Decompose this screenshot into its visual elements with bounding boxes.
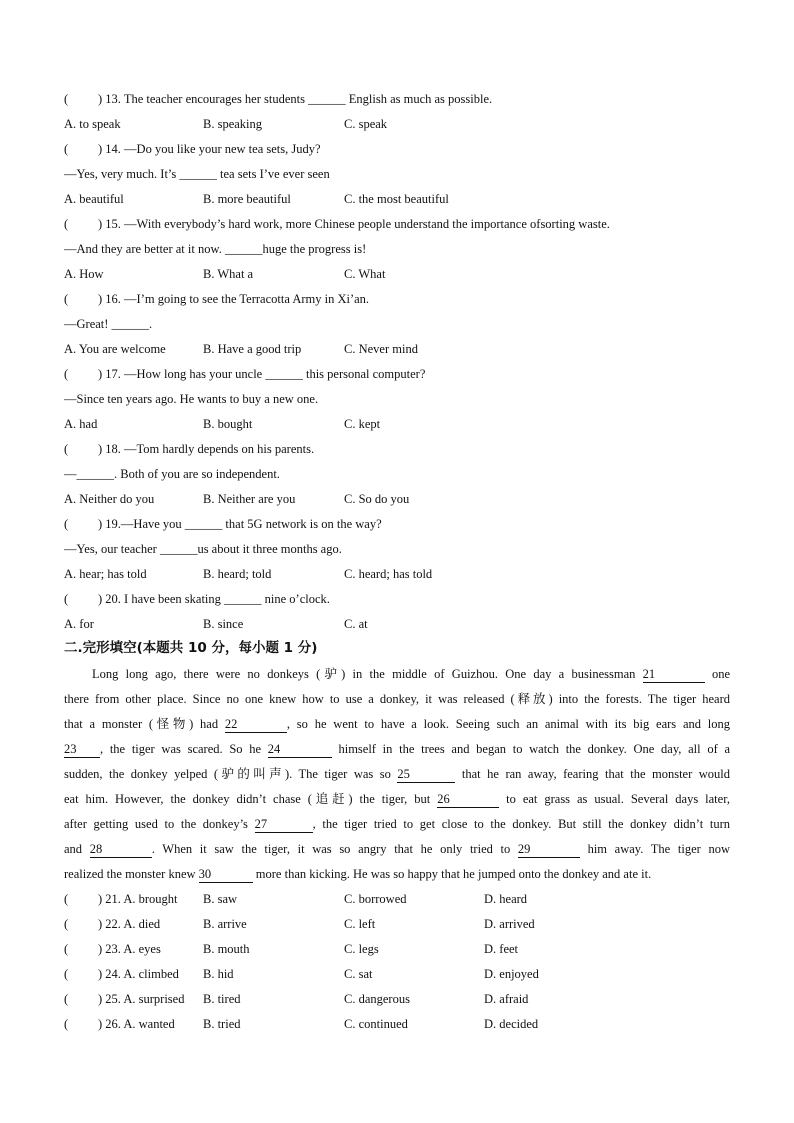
option-d: D. decided	[484, 1017, 539, 1031]
option-b: B. tired	[203, 992, 241, 1006]
option-a: A. had	[64, 417, 98, 431]
option-a: A. Neither do you	[64, 492, 155, 506]
option-b: B. Neither are you	[203, 492, 296, 506]
passage-line: that a monster (怪物) had 22 , so he went to have a look. Seeing such an animal with its big ears and long	[64, 717, 731, 731]
passage-line: 23 , the tiger was scared. So he 24 himself in the trees and began to watch the donkey. One day, all of a	[64, 742, 730, 756]
option-c: C. the most beautiful	[344, 192, 449, 206]
passage-line: sudden, the donkey yelped (驴的叫声). The tiger was so 25 that he ran away, fearing that the monster would	[64, 767, 731, 781]
passage-line: Long long ago, there were no donkeys (驴) in the middle of Guizhou. One day a businessman 21 one	[92, 667, 730, 681]
answer-blank: ______	[184, 517, 223, 531]
option-c: C. legs	[344, 942, 379, 956]
passage-line: there from other place. Since no one knew how to use a donkey, it was released (释放) into the forests. The tiger heard	[64, 692, 730, 706]
question-18-reply: —______. Both of you are so independent.	[64, 467, 280, 481]
cloze-blank: 28	[90, 842, 152, 858]
question-14-reply: —Yes, very much. It’s ______ tea sets I’ve ever seen	[64, 167, 330, 181]
cloze-blank: 26	[437, 792, 499, 808]
option-c: C. kept	[344, 417, 381, 431]
cloze-blank: 21	[643, 667, 705, 683]
answer-paren: (	[64, 92, 69, 106]
option-a: A. for	[64, 617, 94, 631]
option-c: C. continued	[344, 1017, 408, 1031]
answer-blank: ______	[308, 92, 346, 106]
question-17: ( ) 17. —How long has your uncle ______ this personal computer?	[64, 367, 426, 381]
option-b: B. arrive	[203, 917, 247, 931]
option-c: C. heard; has told	[344, 567, 433, 581]
question-17-reply: —Since ten years ago. He wants to buy a new one.	[64, 392, 319, 406]
question-19: ( ) 19.—Have you ______ that 5G network is on the way?	[64, 517, 382, 531]
option-d: D. arrived	[484, 917, 535, 931]
option-b: B. bought	[203, 417, 253, 431]
question-19-reply: —Yes, our teacher ______us about it three months ago.	[64, 542, 342, 556]
option-a: A. to speak	[64, 117, 121, 131]
option-b: B. saw	[203, 892, 238, 906]
question-20: ( ) 20. I have been skating ______ nine o’clock.	[64, 592, 330, 606]
question-13: ( ) 13. The teacher encourages her students ______ English as much as possible.	[64, 92, 493, 106]
option-c: C. left	[344, 917, 376, 931]
option-a: A. How	[64, 267, 104, 281]
passage-line: after getting used to the donkey’s 27 , the tiger tried to get close to the donkey. But still the donkey didn’t turn	[64, 817, 731, 831]
option-a: A. You are welcome	[64, 342, 166, 356]
question-16: ( ) 16. —I’m going to see the Terracotta Army in Xi’an.	[64, 292, 370, 306]
cloze-blank: 30	[199, 867, 253, 883]
option-c: C. dangerous	[344, 992, 410, 1006]
option-a: A. hear; has told	[64, 567, 147, 581]
option-d: D. heard	[484, 892, 528, 906]
question-18: ( ) 18. —Tom hardly depends on his parents.	[64, 442, 315, 456]
option-c: C. borrowed	[344, 892, 407, 906]
answer-blank: ______	[179, 167, 217, 181]
answer-blank: ______	[76, 467, 114, 481]
option-c: C. What	[344, 267, 386, 281]
passage-line: and 28 . When it saw the tiger, it was so angry that he only tried to 29 him away. The tiger now	[64, 842, 730, 856]
question-14: ( ) 14. —Do you like your new tea sets, Judy?	[64, 142, 321, 156]
option-b: B. Have a good trip	[203, 342, 302, 356]
cloze-blank: 22	[225, 717, 287, 733]
option-b: B. hid	[203, 967, 234, 981]
option-c: C. So do you	[344, 492, 410, 506]
option-c: C. speak	[344, 117, 388, 131]
passage-line: eat him. However, the donkey didn’t chase (追赶) the tiger, but 26 to eat grass as usual. Several days later,	[64, 792, 730, 806]
option-d: D. feet	[484, 942, 519, 956]
option-c: C. sat	[344, 967, 373, 981]
option-b: B. speaking	[203, 117, 263, 131]
option-b: B. heard; told	[203, 567, 272, 581]
option-b: B. since	[203, 617, 244, 631]
question-15: ( ) 15. —With everybody’s hard work, more Chinese people understand the importance ofsorting waste.	[64, 217, 610, 231]
section-heading: 二.完形填空(本题共 10 分，每小题 1 分)	[64, 640, 318, 656]
question-15-reply: —And they are better at it now. ______huge the progress is!	[64, 242, 367, 256]
option-c: C. Never mind	[344, 342, 418, 356]
option-b: B. mouth	[203, 942, 250, 956]
cloze-blank: 29	[518, 842, 580, 858]
cloze-blank: 27	[255, 817, 313, 833]
option-b: B. What a	[203, 267, 254, 281]
exam-page: ( ) 13. The teacher encourages her students ______ English as much as possible. A. to speak B. speaking C. speak ( ) 14. —Do you like your new tea sets, Judy? —Yes, very much. It’s ______ tea sets I’ve ever seen A. beautiful B. more beautiful C. the most beautiful ( ) 15. —With everybody’s hard work, more Chinese people understand the importance ofsorting waste. —And they are better at it now. ______huge the progress is! A. How B. What a C. What ( ) 16. —I’m going to see the Terracotta Army in Xi’an. —Great! ______. A. You are welcome B. Have a good trip C. Never mind ( ) 17. —How long has your uncle ______ this personal computer? —Since ten years ago. He wants to buy a new one. A. had B. bought C. kept ( ) 18. —Tom hardly depends on his parents. —______. Both of you are so independent. A. Neither do you B. Neither are you C. So do you ( ) 19.—Have you ______ that 5G network is on the way? —Yes, our teacher ______us about it three months ago. A. hear; has told B. heard; told C. heard; has told ( ) 20. I have been skating ______ nine o’clock. A. for B. since C. at 二.完形填空(本题共 10 分，每小题 1 分) Long long ago, there were no donkeys (驴) in the middle of Guizhou. One day a businessman 21 one there from other place. Since no one knew how to use a donkey, it was released (释放) into the forests. The tiger heard that a monster (怪物) had 22 , so he went to have a look. Seeing such an animal with its big ears and long 23 , the tiger was scared. So he 24 himself in the trees and began to watch the donkey. One day, all of a sudden, the donkey yelped (驴的叫声). The tiger was so 25 that he ran away, fearing that the monster would eat him. However, the donkey didn’t chase (追赶) the tiger, but 26 to eat grass as usual. Several days later, after getting used to the donkey’s 27 , the tiger tried to get close to the donkey. But still the donkey didn’t turn and 28 . When it saw the tiger, it was so angry that he only tried to 29 him away. The tiger now realized the monster knew 30 more than kicking. He was so happy that he jumped onto the donkey and ate it. ( ) 21. A. brought B. saw C. borrowed D. heard ( ) 22. A. died B. arrive C. left D. arrived ( ) 23. A. eyes B. mouth C. legs D. feet ( ) 24. A. climbed B. hid C. sat D. enjoyed ( ) 25. A. surprised B. tired C. dangerous D. afraid ( ) 26. A. wanted B. tried C. continued D. decided	[64, 92, 731, 1031]
option-a: A. beautiful	[64, 192, 124, 206]
passage-line: realized the monster knew 30 more than kicking. He was so happy that he jumped onto the donkey and ate it.	[64, 867, 652, 881]
option-c: C. at	[344, 617, 368, 631]
answer-blank: ______	[224, 592, 262, 606]
option-b: B. more beautiful	[203, 192, 291, 206]
question-16-reply: —Great! ______.	[64, 317, 153, 331]
answer-blank: ______	[111, 317, 150, 331]
cloze-blank: 23	[64, 742, 100, 758]
answer-blank: ______	[224, 242, 263, 256]
cloze-blank: 25	[397, 767, 455, 783]
option-d: D. enjoyed	[484, 967, 539, 981]
option-b: B. tried	[203, 1017, 241, 1031]
cloze-blank: 24	[268, 742, 332, 758]
answer-blank: ______	[159, 542, 198, 556]
answer-blank: ______	[265, 367, 303, 381]
option-d: D. afraid	[484, 992, 529, 1006]
